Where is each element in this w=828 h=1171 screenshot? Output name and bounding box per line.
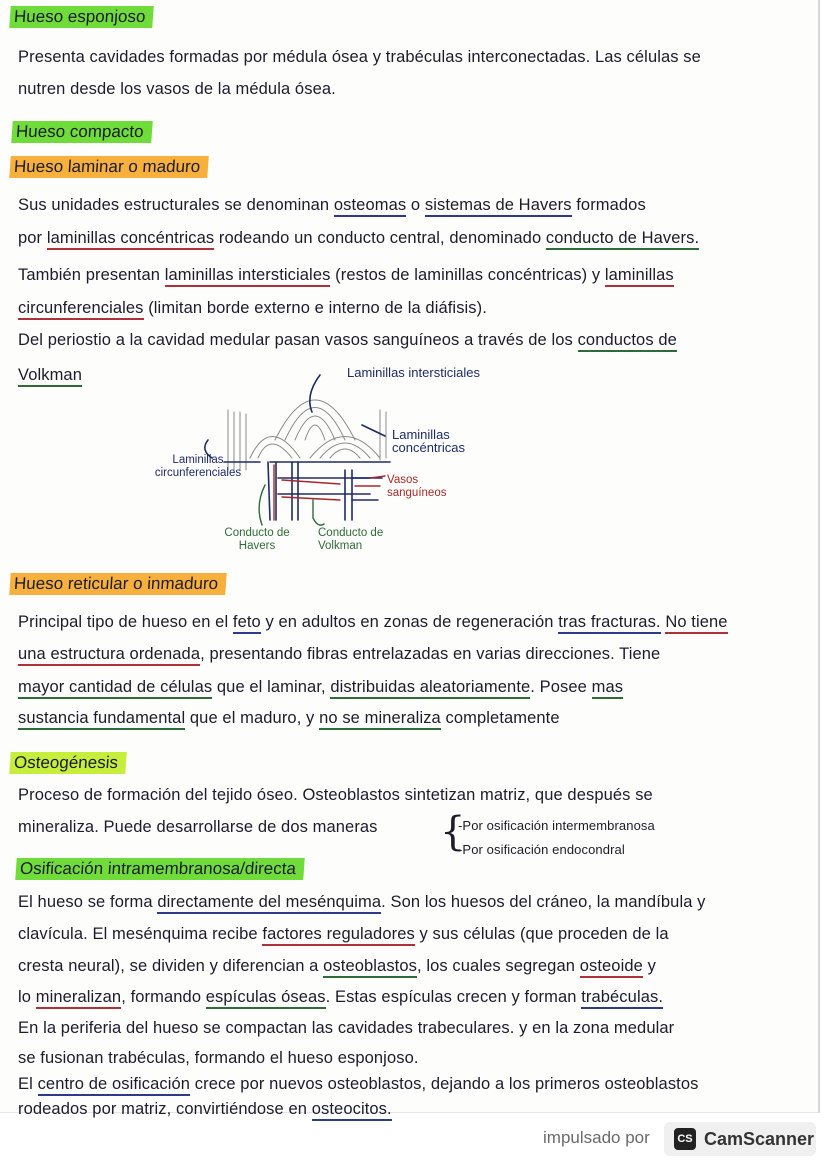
underlined-term: laminillas concéntricas xyxy=(47,229,214,250)
underlined-term: factores reguladores xyxy=(262,925,414,946)
text-segment: cresta neural), se dividen y diferencian a xyxy=(18,957,324,975)
label-vasos-sanguineos: Vasos sanguíneos xyxy=(387,474,447,499)
text-segment: Proceso de formación del tejido óseo. Osteoblastos sintetizan matriz, que después se xyxy=(18,786,653,804)
underlined-term: mayor cantidad de células xyxy=(18,678,212,699)
underlined-term: osteocitos. xyxy=(312,1100,392,1121)
underlined-term: No tiene xyxy=(665,613,727,634)
camscanner-brand: CamScanner xyxy=(704,1128,815,1149)
text-segment: , los cuales segregan xyxy=(416,957,580,975)
underlined-term: una estructura ordenada xyxy=(18,645,200,666)
label-conducto-havers: Conducto de Havers xyxy=(224,527,290,552)
brace-icon: { xyxy=(440,809,466,855)
text-segment: mineraliza. Puede desarrollarse de dos maneras xyxy=(18,818,378,836)
text-segment: . Posee xyxy=(530,678,592,696)
text-segment: rodeados por matriz, convirtiéndose en xyxy=(18,1100,312,1118)
underlined-term: mas xyxy=(592,678,623,699)
label-laminillas-intersticiales: Laminillas intersticiales xyxy=(347,365,480,380)
text-segment: Presenta cavidades formadas por médula ósea y trabéculas interconectadas. Las células se xyxy=(18,48,701,66)
underlined-term: osteoide xyxy=(580,957,643,978)
brace-item: -Por osificación endocondral xyxy=(458,842,625,857)
label-laminillas-circunferenciales: Laminillas circunferenciales xyxy=(154,454,242,479)
text-segment: y xyxy=(642,957,656,975)
underlined-term: Volkman xyxy=(18,366,82,387)
text-segment: formados xyxy=(571,196,646,214)
underlined-term: trabéculas. xyxy=(581,988,663,1009)
underlined-term: feto xyxy=(233,613,261,634)
text-segment: El hueso se forma xyxy=(18,893,158,911)
text-segment: . Estas espículas crecen y forman xyxy=(325,988,582,1006)
text-line xyxy=(18,645,660,664)
underlined-term: centro de osificación xyxy=(38,1075,191,1096)
heading-hueso-esponjoso: Hueso esponjoso xyxy=(9,6,154,28)
heading-hueso-reticular: Hueso reticular o inmaduro xyxy=(9,573,227,595)
text-segment: Sus unidades estructurales se denominan xyxy=(18,196,334,214)
underlined-term: laminillas xyxy=(605,266,674,287)
text-line xyxy=(18,709,560,728)
text-segment: Principal tipo de hueso en el xyxy=(18,613,233,631)
text-segment: y sus células (que proceden de la xyxy=(414,925,669,943)
text-line xyxy=(18,786,653,805)
text-segment: rodeando un conducto central, denominado xyxy=(214,229,546,247)
text-line xyxy=(18,818,378,837)
text-segment: se fusionan trabéculas, formando el hueso esponjoso. xyxy=(18,1049,419,1067)
underlined-term: laminillas intersticiales xyxy=(165,266,331,287)
underlined-term: no se mineraliza xyxy=(319,709,441,730)
text-segment: También presentan xyxy=(18,266,165,284)
text-segment: clavícula. El mesénquima recibe xyxy=(18,925,263,943)
text-segment: nutren desde los vasos de la médula ósea. xyxy=(18,80,336,98)
underlined-term: tras fracturas. xyxy=(558,613,660,634)
camscanner-logo-icon: CS xyxy=(674,1128,696,1150)
powered-by-text: impulsado por xyxy=(543,1128,650,1147)
brace-item: -Por osificación intermembranosa xyxy=(458,818,655,833)
underlined-term: espículas óseas xyxy=(206,988,326,1009)
underlined-term: directamente del mesénquima xyxy=(157,893,381,914)
heading-osificacion-intramembranosa: Osificación intramembranosa/directa xyxy=(15,858,304,880)
text-segment: (limitan borde externo e interno de la diáfisis). xyxy=(143,299,487,317)
heading-osteogenesis: Osteogénesis xyxy=(9,752,126,774)
text-line xyxy=(18,1019,674,1038)
text-segment: y en adultos en zonas de regeneración xyxy=(260,613,559,631)
underlined-term: sustancia fundamental xyxy=(18,709,185,730)
underlined-term: osteoblastos xyxy=(323,957,417,978)
text-segment: , presentando fibras entrelazadas en varias direcciones. Tiene xyxy=(200,645,661,663)
underlined-term: distribuidas aleatoriamente xyxy=(330,678,530,699)
text-segment: que el laminar, xyxy=(212,678,331,696)
text-line xyxy=(18,1049,419,1068)
underlined-term: conductos de xyxy=(578,331,677,352)
underlined-term: circunferenciales xyxy=(18,299,144,320)
heading-hueso-compacto: Hueso compacto xyxy=(11,121,152,143)
text-line xyxy=(18,1100,392,1119)
text-segment: Del periostio a la cavidad medular pasan vasos sanguíneos a través de los xyxy=(18,331,578,349)
text-segment: por xyxy=(18,229,47,247)
underlined-term: sistemas de Havers xyxy=(425,196,572,217)
text-segment: que el maduro, y xyxy=(185,709,320,727)
text-line xyxy=(18,925,669,944)
text-segment: , formando xyxy=(121,988,206,1006)
text-segment: (restos de laminillas concéntricas) y xyxy=(330,266,605,284)
text-line xyxy=(18,988,663,1007)
text-segment: crece por nuevos osteoblastos, dejando a los primeros osteoblastos xyxy=(190,1075,699,1093)
text-line xyxy=(18,613,728,632)
underlined-term: conducto de Havers. xyxy=(546,229,699,250)
text-segment: . Son los huesos del cráneo, la mandíbula y xyxy=(381,893,706,911)
heading-hueso-laminar: Hueso laminar o maduro xyxy=(9,156,209,178)
text-segment: o xyxy=(406,196,425,214)
underlined-term: osteomas xyxy=(334,196,406,217)
text-segment: lo xyxy=(18,988,36,1006)
underlined-term: mineralizan xyxy=(36,988,121,1009)
text-line xyxy=(18,678,623,697)
text-line xyxy=(18,1075,699,1094)
label-conducto-volkman: Conducto de Volkman xyxy=(318,527,384,552)
label-laminillas-concentricas: Laminillas concéntricas xyxy=(392,427,465,455)
text-segment: El xyxy=(18,1075,38,1093)
camscanner-badge[interactable] xyxy=(664,1122,816,1156)
text-segment: En la periferia del hueso se compactan las cavidades trabeculares. y en la zona medular xyxy=(18,1019,675,1037)
text-line xyxy=(18,893,706,912)
text-line xyxy=(18,957,656,976)
text-segment: completamente xyxy=(440,709,560,727)
